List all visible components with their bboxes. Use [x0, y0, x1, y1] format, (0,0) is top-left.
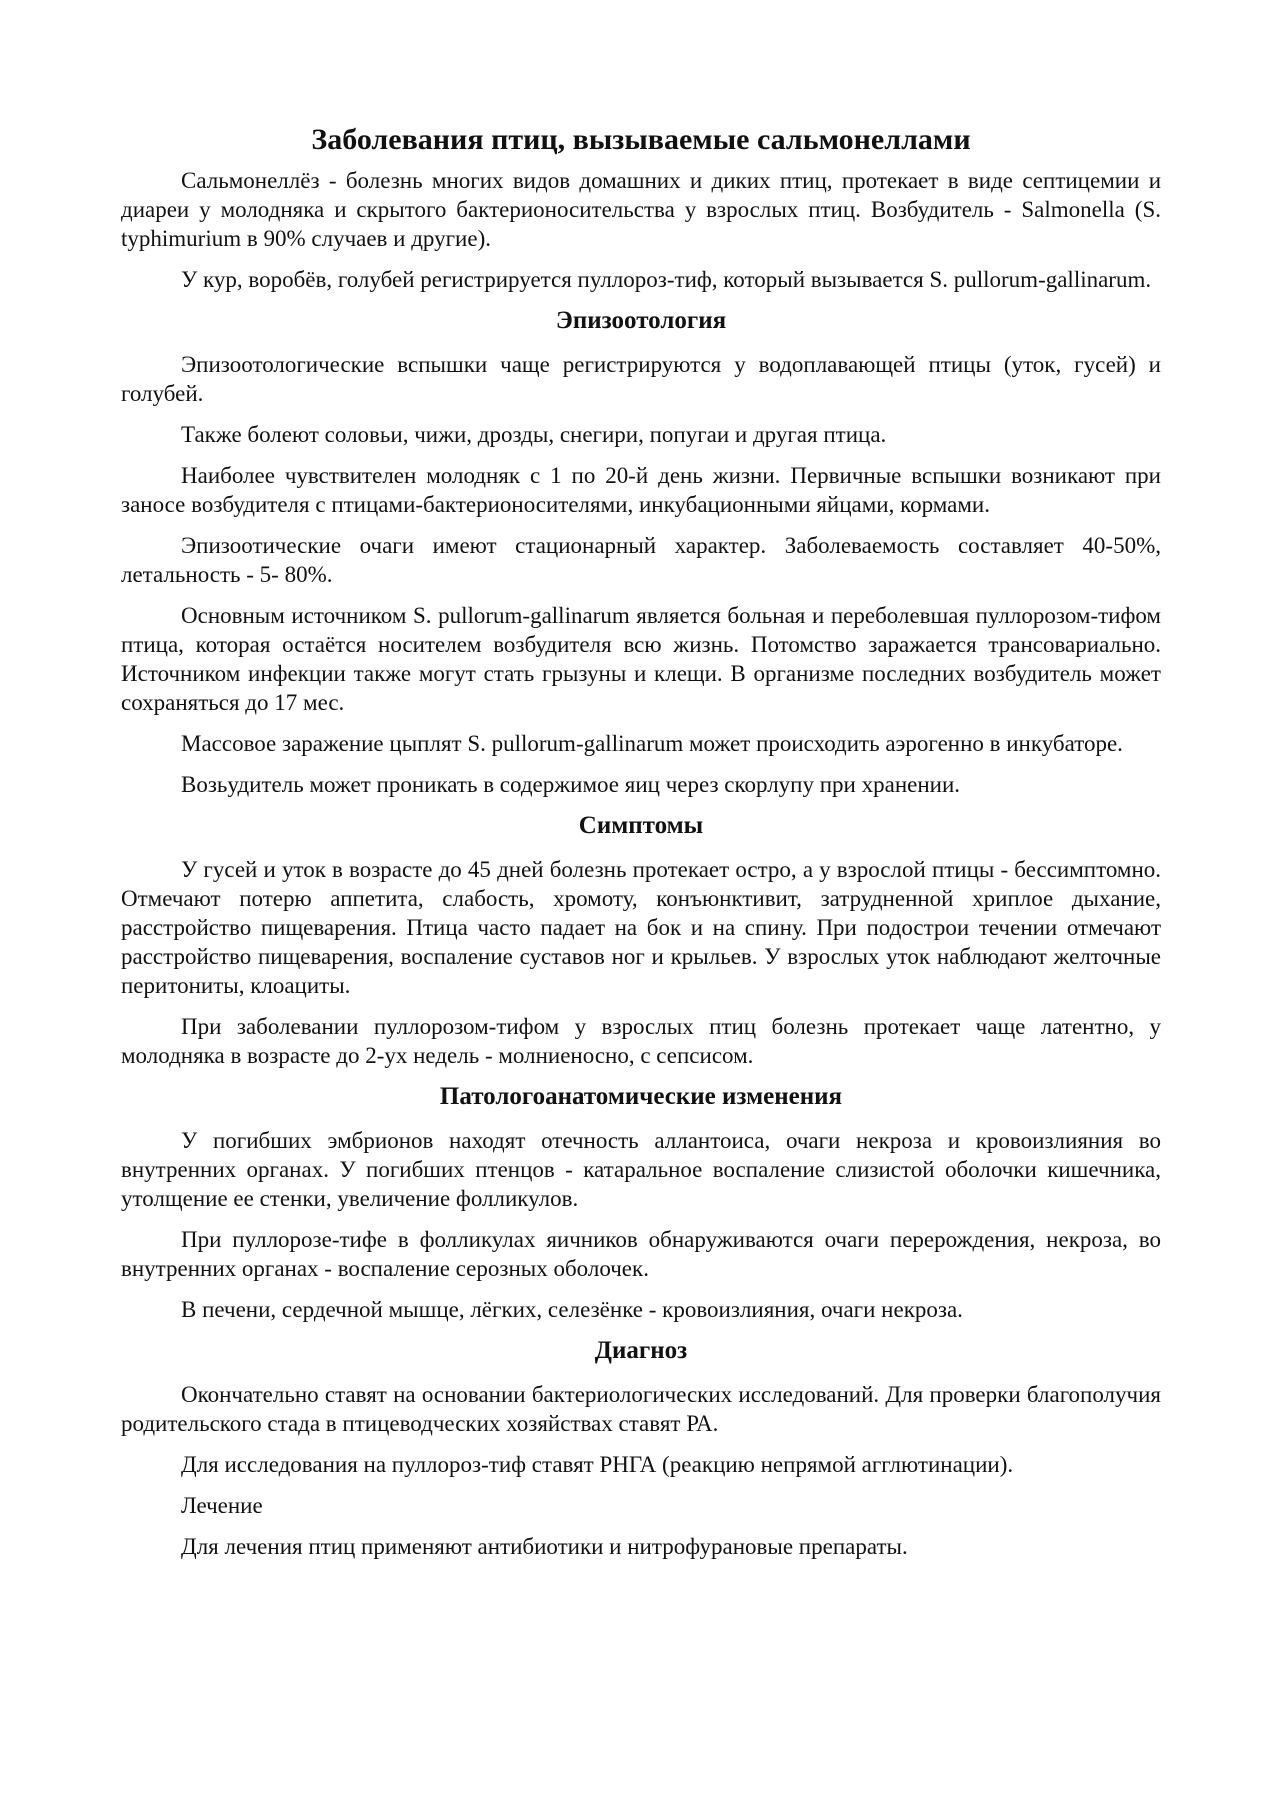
paragraph: Эпизоотологические вспышки чаще регистрируются у водоплавающей птицы (уток, гусей) и голубей.	[121, 352, 1161, 406]
section-epizootology	[121, 306, 1161, 799]
paragraph: У погибших эмбрионов находят отечность аллантоиса, очаги некроза и кровоизлияния во внутренних органах. У погибших птенцов - катаральное воспаление слизистой оболочки кишечника, утолщение ее стенки, увеличение фолликулов.	[121, 1128, 1161, 1211]
paragraph: При пуллорозе-тифе в фолликулах яичников обнаруживаются очаги перерождения, некроза, во внутренних органах - воспаление серозных оболочек.	[121, 1227, 1161, 1281]
section-heading-pathology: Патологоанатомические изменения	[439, 1083, 843, 1110]
paragraph: Возьудитель может проникать в содержимое яиц через скорлупу при хранении.	[181, 772, 961, 797]
intro-paragraph-1: Сальмонеллёз - болезнь многих видов домашних и диких птиц, протекает в виде септицемии и диареи у молодняка и скрытого бактерионосительства у взрослых птиц. Возбудитель - Salmonella (S. typhimurium в 90% случаев и другие).	[121, 168, 1161, 251]
paragraph: При заболевании пуллорозом-тифом у взрослых птиц болезнь протекает чаще латентно, у молодняка в возрасте до 2-ух недель - молниеносно, с сепсисом.	[121, 1014, 1161, 1068]
paragraph: Также болеют соловьи, чижи, дрозды, снегири, попугаи и другая птица.	[181, 422, 887, 447]
paragraph: В печени, сердечной мышце, лёгких, селезёнке - кровоизлияния, очаги некроза.	[181, 1297, 963, 1322]
section-heading-epizootology: Эпизоотология	[555, 307, 727, 334]
paragraph: Наиболее чувствителен молодняк с 1 по 20-й день жизни. Первичные вспышки возникают при заносе возбудителя с птицами-бактерионосителями, инкубационными яйцами, кормами.	[121, 463, 1161, 517]
section-heading-diagnosis: Диагноз	[594, 1337, 688, 1364]
paragraph: Эпизоотические очаги имеют стационарный характер. Заболеваемость составляет 40-50%, летальность - 5- 80%.	[121, 533, 1161, 587]
paragraph: Лечение	[181, 1493, 263, 1518]
section-symptoms	[121, 811, 1161, 1070]
paragraph: Окончательно ставят на основании бактериологических исследований. Для проверки благополучия родительского стада в птицеводческих хозяйствах ставят РА.	[121, 1382, 1161, 1436]
paragraph: Для лечения птиц применяют антибиотики и нитрофурановые препараты.	[181, 1534, 908, 1559]
section-pathology	[121, 1082, 1161, 1324]
paragraph: Для исследования на пуллороз-тиф ставят РНГА (реакцию непрямой агглютинации).	[181, 1452, 1014, 1477]
section-heading-symptoms: Симптомы	[578, 812, 704, 839]
paragraph: У гусей и уток в возрасте до 45 дней болезнь протекает остро, а у взрослой птицы - бессимптомно. Отмечают потерю аппетита, слабость, хромоту, конъюнктивит, затрудненной хриплое дыхание, расстройство пищеварения. Птица часто падает на бок и на спину. При подострои течении отмечают расстройство пищеварения, воспаление суставов ног и крыльев. У взрослых уток наблюдают желточные перитониты, клоациты.	[121, 857, 1161, 998]
section-diagnosis	[121, 1336, 1161, 1561]
document-title: Заболевания птиц, вызываемые сальмонеллами	[311, 123, 971, 156]
paragraph: Основным источником S. pullorum-gallinarum является больная и переболевшая пуллорозом-тифом птица, которая остаётся носителем возбудителя всю жизнь. Потомство заражается трансовариально. Источником инфекции также могут стать грызуны и клещи. В организме последних возбудитель может сохраняться до 17 мес.	[121, 603, 1161, 715]
document-page	[121, 118, 1161, 1573]
paragraph: Массовое заражение цыплят S. pullorum-gallinarum может происходить аэрогенно в инкубаторе.	[181, 731, 1123, 756]
intro-paragraph-2: У кур, воробёв, голубей регистрируется пуллороз-тиф, который вызывается S. pullorum-gallinarum.	[181, 267, 1152, 292]
